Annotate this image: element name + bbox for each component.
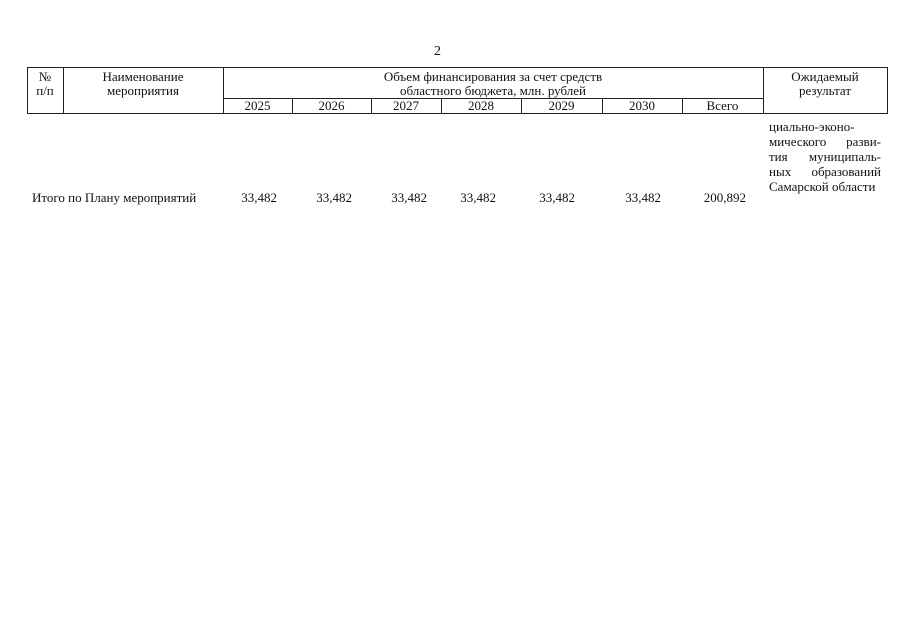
- total-row-label: Итого по Плану мероприятий: [32, 190, 197, 205]
- expected-result-continuation: [769, 119, 881, 194]
- total-2029: 33,482: [539, 190, 575, 205]
- year-2025-header: 2025: [244, 98, 271, 113]
- result-line: Самарской области: [769, 179, 876, 194]
- col-border-right: [887, 67, 888, 114]
- col-result-header-line2: результат: [798, 83, 852, 98]
- col-result-header-line1: Ожидаемый: [791, 69, 859, 84]
- col-name-header-line2: мероприятия: [106, 83, 179, 98]
- total-all-years: 200,892: [703, 190, 746, 205]
- result-line: тия муниципаль-: [769, 149, 881, 164]
- total-2028: 33,482: [460, 190, 496, 205]
- result-line: ных образований: [769, 164, 881, 179]
- total-2030: 33,482: [625, 190, 661, 205]
- header-top-border: [27, 67, 887, 68]
- total-2026: 33,482: [316, 190, 352, 205]
- year-2027-header: 2027: [393, 98, 419, 113]
- total-2025: 33,482: [241, 190, 277, 205]
- year-2028-header: 2028: [468, 98, 494, 113]
- year-2026-header: 2026: [318, 98, 345, 113]
- col-funding-header-line2: областного бюджета, млн. рублей: [399, 83, 587, 98]
- result-line: мического разви-: [769, 134, 881, 149]
- header-bottom-border: [27, 113, 887, 114]
- page-number: 2: [434, 44, 441, 59]
- year-2029-header: 2029: [548, 98, 575, 113]
- col-num-header-line2: п/п: [36, 83, 54, 98]
- col-num-header-line1: №: [38, 69, 52, 84]
- result-line: циально-эконо-: [769, 119, 855, 134]
- total-2027: 33,482: [391, 190, 427, 205]
- col-name-header-line1: Наименование: [102, 69, 184, 84]
- total-column-header: Всего: [706, 98, 739, 113]
- year-2030-header: 2030: [629, 98, 655, 113]
- col-funding-header-line1: Объем финансирования за счет средств: [383, 69, 603, 84]
